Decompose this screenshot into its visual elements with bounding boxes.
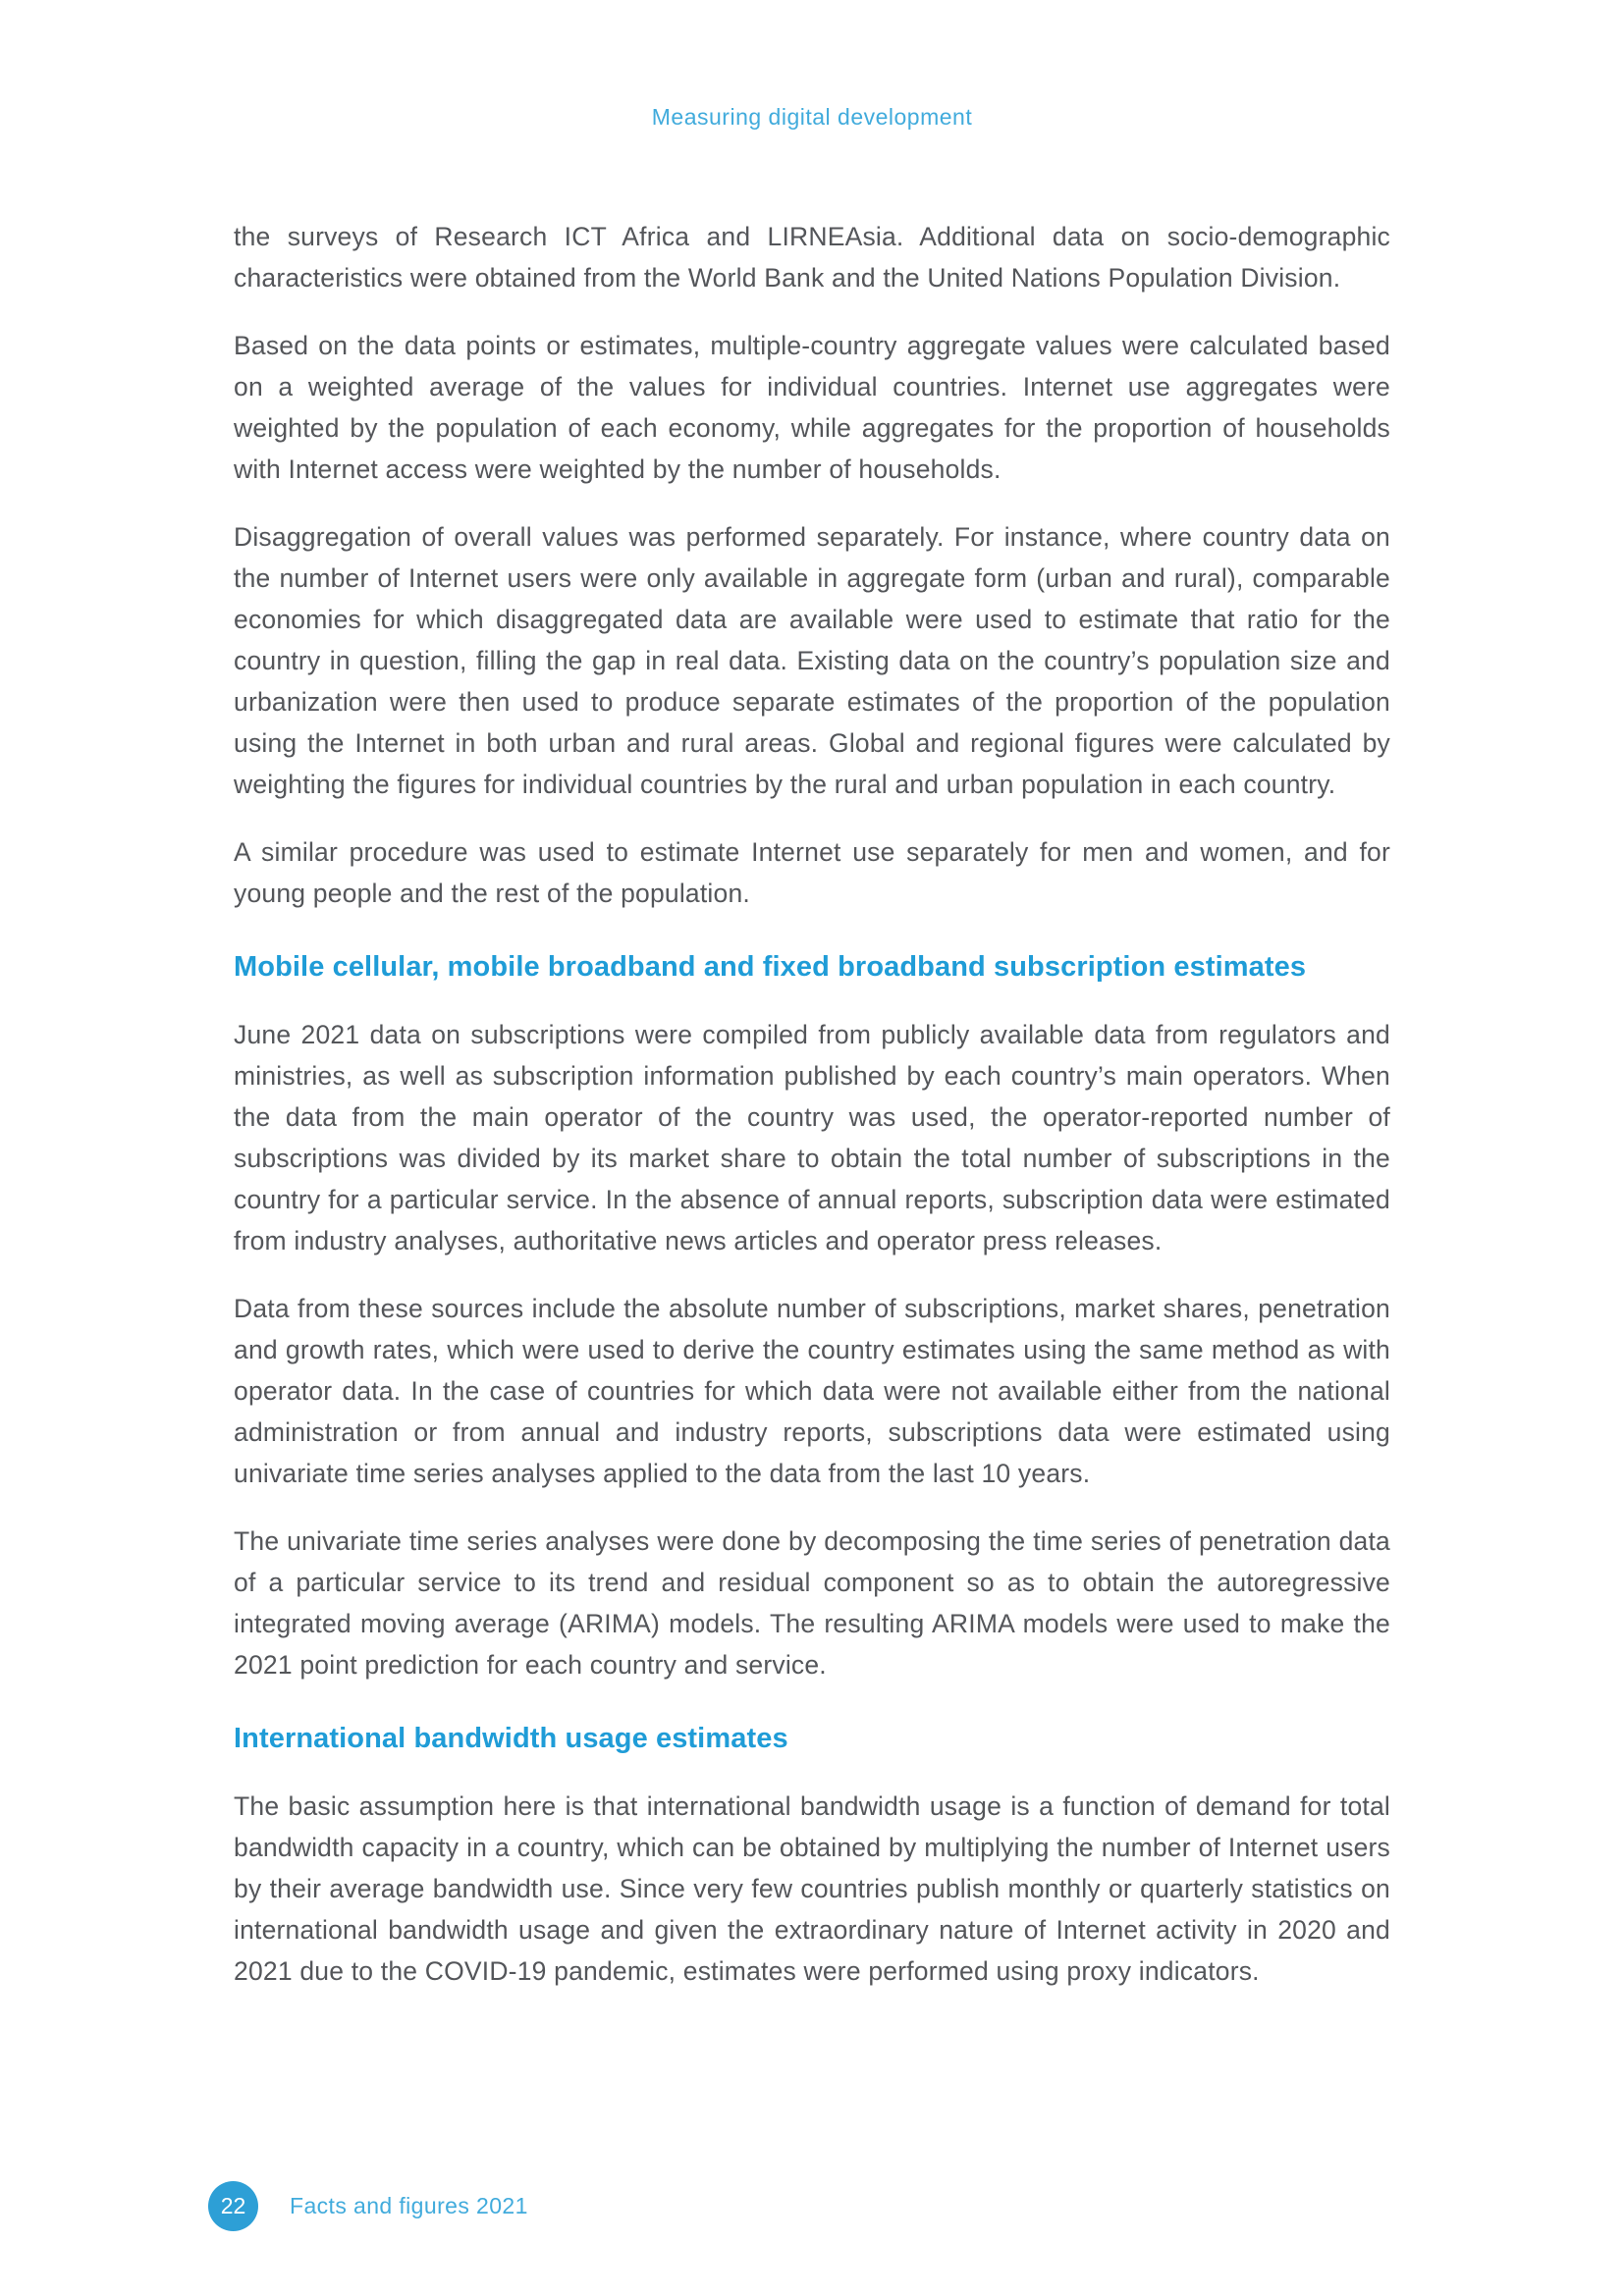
page-content — [234, 216, 1390, 2018]
section-heading-bandwidth-estimates: International bandwidth usage estimates — [234, 1723, 788, 1754]
page-footer — [208, 2181, 528, 2231]
page-number-badge — [208, 2181, 258, 2231]
body-paragraph: the surveys of Research ICT Africa and LIRNEAsia. Additional data on socio-demographic characteristics were obtained from the World Bank and the United Nations Population Division. — [234, 222, 1390, 293]
body-paragraph: Based on the data points or estimates, multiple-country aggregate values were calculated based on a weighted average of the values for individual countries. Internet use aggregates were weighted by the population of each economy, while aggregates for the proportion of households with Internet access were weighted by the number of households. — [234, 331, 1390, 484]
section-heading-subscription-estimates: Mobile cellular, mobile broadband and fixed broadband subscription estimates — [234, 951, 1307, 983]
body-paragraph: The univariate time series analyses were done by decomposing the time series of penetration data of a particular service to its trend and residual component so as to obtain the autoregressive integrated moving average (ARIMA) models. The resulting ARIMA models were used to make the 2021 point prediction for each country and service. — [234, 1526, 1390, 1680]
running-header-title: Measuring digital development — [651, 104, 973, 130]
body-paragraph: Disaggregation of overall values was performed separately. For instance, where country data on the number of Internet users were only available in aggregate form (urban and rural), comparable economies for which disaggregated data are available were used to estimate that ratio for the country in question, filling the gap in real data. Existing data on the country’s population size and urbanization were then used to produce separate estimates of the proportion of the population using the Internet in both urban and rural areas. Global and regional figures were calculated by weighting the figures for individual countries by the rural and urban population in each country. — [234, 522, 1390, 799]
page-number: 22 — [220, 2193, 246, 2218]
body-paragraph: Data from these sources include the absolute number of subscriptions, market shares, penetration and growth rates, which were used to derive the country estimates using the same method as with operator data. In the case of countries for which data were not available either from the national administration or from annual and industry reports, subscriptions data were estimated using univariate time series analyses applied to the data from the last 10 years. — [234, 1294, 1390, 1488]
footer-report-title: Facts and figures 2021 — [290, 2193, 528, 2218]
body-paragraph: June 2021 data on subscriptions were compiled from publicly available data from regulators and ministries, as well as subscription information published by each country’s main operators. When the data from the main operator of the country was used, the operator-reported number of subscriptions was divided by its market share to obtain the total number of subscriptions in the country for a particular service. In the absence of annual reports, subscription data were estimated from industry analyses, authoritative news articles and operator press releases. — [234, 1020, 1390, 1255]
body-paragraph: The basic assumption here is that international bandwidth usage is a function of demand for total bandwidth capacity in a country, which can be obtained by multiplying the number of Internet users by their average bandwidth use. Since very few countries publish monthly or quarterly statistics on international bandwidth usage and given the extraordinary nature of Internet activity in 2020 and 2021 due to the COVID-19 pandemic, estimates were performed using proxy indicators. — [234, 1791, 1390, 1986]
body-paragraph: A similar procedure was used to estimate Internet use separately for men and women, and for young people and the rest of the population. — [234, 837, 1390, 908]
